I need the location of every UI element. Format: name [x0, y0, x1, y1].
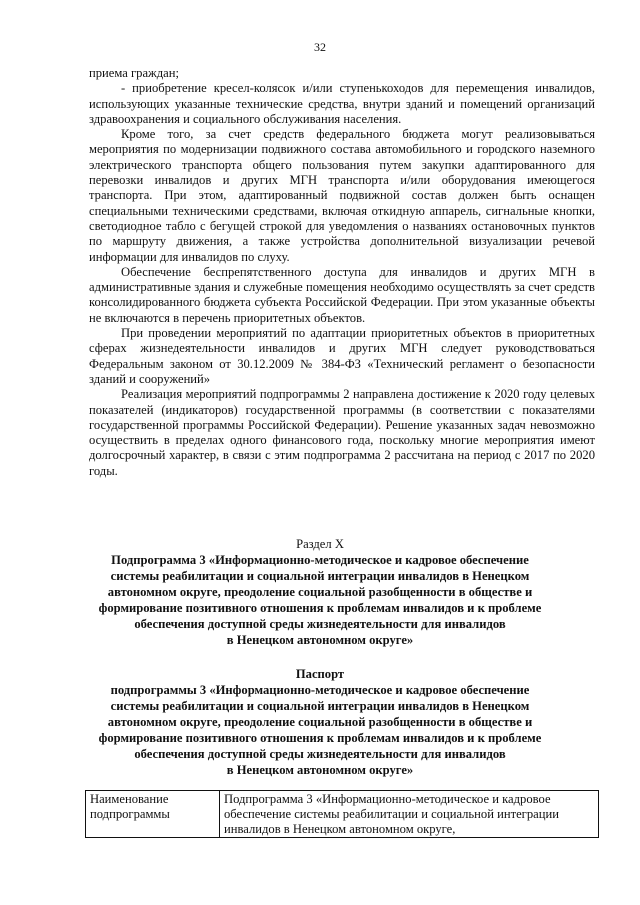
section-title-line: в Ненецком автономном округе»: [226, 633, 414, 647]
paragraph-1: приема граждан;: [89, 66, 179, 80]
passport-label: Паспорт: [295, 667, 345, 681]
section-title-line: автономном округе, преодоление социальной разобщенности в обществе и: [107, 585, 533, 599]
passport-title-line: обеспечения доступной среды жизнедеятельности для инвалидов: [134, 747, 506, 761]
table-cell-value: Подпрограмма 3 «Информационно-методическое и кадровое обеспечение системы реабилитации и социальной интеграции инвалидов в Ненецком автономном округе,: [220, 791, 599, 838]
passport-title-line: подпрограммы 3 «Информационно-методическое и кадровое обеспечение: [110, 683, 530, 697]
page-number: 32: [314, 40, 326, 54]
passport-title-line: автономном округе, преодоление социальной разобщенности в обществе и: [107, 715, 533, 729]
body-text: [89, 66, 595, 479]
section-title-line: формирование позитивного отношения к проблемам инвалидов и к проблеме: [98, 601, 542, 615]
table-cell-name: Наименование подпрограммы: [86, 791, 220, 838]
section-title-line: обеспечения доступной среды жизнедеятельности для инвалидов: [134, 617, 506, 631]
section-title-line: системы реабилитации и социальной интеграции инвалидов в Ненецком: [110, 569, 530, 583]
paragraph-4: Обеспечение беспрепятственного доступа для инвалидов и других МГН в административные здания и служебные помещения необходимо осуществлять за счет средств консолидированного бюджета субъекта Российской Федерации. При этом указанные объекты не включаются в перечень приоритетных объектов.: [89, 264, 595, 325]
paragraph-5: При проведении мероприятий по адаптации приоритетных объектов в приоритетных сферах жизнедеятельности инвалидов и других МГН следует руководствоваться Федеральным законом от 30.12.2009 № 384-ФЗ «Технический регламент о безопасности зданий и сооружений»: [89, 326, 595, 386]
paragraph-2: - приобретение кресел-колясок и/или ступенькоходов для перемещения инвалидов, использующих указанные технические средства, внутри зданий и помещений организаций здравоохранения и социального обслуживания населения.: [89, 81, 595, 126]
passport-title: [60, 682, 580, 778]
passport-title-line: в Ненецком автономном округе»: [226, 763, 414, 777]
passport-title-line: системы реабилитации и социальной интеграции инвалидов в Ненецком: [110, 699, 530, 713]
section-title-line: Подпрограмма 3 «Информационно-методическое и кадровое обеспечение: [111, 553, 529, 567]
section-label: Раздел X: [296, 537, 344, 551]
table-row: [86, 791, 599, 838]
paragraph-3: Кроме того, за счет средств федерального бюджета могут реализовываться мероприятия по модернизации подвижного состава автомобильного и городского наземного электрического транспорта общего пользования путем закупки адаптированного для перевозки инвалидов и других МГН транспорта и/или оборудования имеющегося транспорта. При этом, адаптированный подвижной состав должен быть оснащен специальными техническими средствами, включая откидную аппарель, сигнальные кнопки, светодиодное табло с бегущей строкой для уведомления о названиях остановочных пунктов по маршруту движения, а также устройства дополнительной визуализации речевой информации для инвалидов по слуху.: [89, 127, 595, 264]
section-title: [60, 552, 580, 648]
passport-title-line: формирование позитивного отношения к проблемам инвалидов и к проблеме: [98, 731, 542, 745]
passport-table: [85, 790, 599, 838]
paragraph-6: Реализация мероприятий подпрограммы 2 направлена достижение к 2020 году целевых показателей (индикаторов) государственной программы (в соответствии с показателями государственной программы Российской Федерации). Решение указанных задач невозможно осуществить в пределах одного финансового года, поскольку многие мероприятия имеют долгосрочный характер, в связи с этим подпрограмма 2 рассчитана на период с 2017 по 2020 годы.: [89, 387, 595, 478]
